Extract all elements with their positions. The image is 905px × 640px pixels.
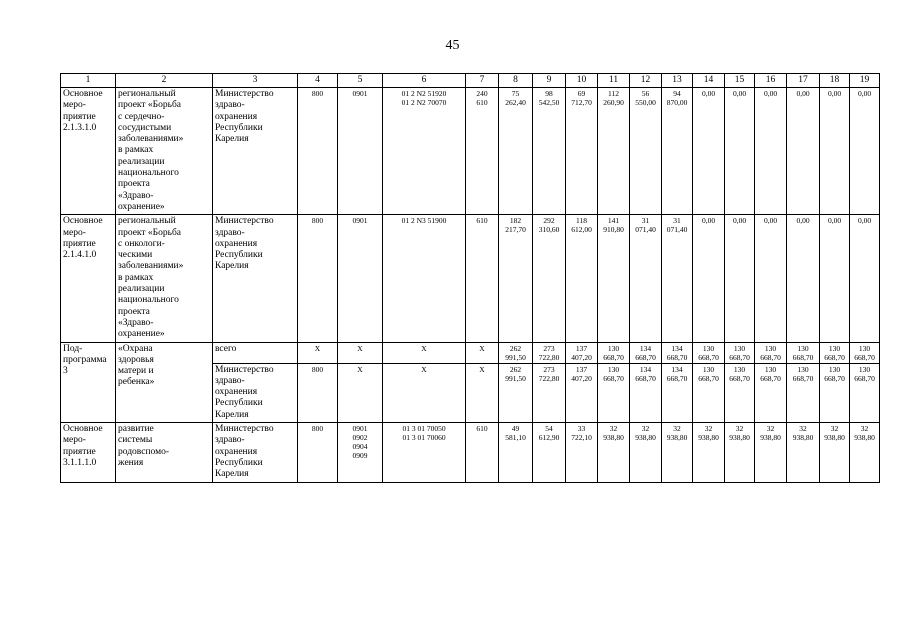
value-cell: 134 668,70: [630, 342, 662, 363]
value-cell: 262 991,50: [499, 342, 533, 363]
value-cell: 130 668,70: [755, 363, 787, 422]
value-cell: 141 910,80: [598, 215, 630, 342]
header-cell: 10: [566, 74, 598, 88]
value-cell: 0,00: [725, 215, 755, 342]
header-cell: 17: [787, 74, 820, 88]
value-cell: 0,00: [850, 88, 880, 215]
value-cell: 130 668,70: [787, 363, 820, 422]
value-cell: 32 938,80: [787, 423, 820, 482]
header-cell: 5: [338, 74, 383, 88]
value-cell: 0,00: [850, 215, 880, 342]
value-cell: 32 938,80: [850, 423, 880, 482]
value-cell: 0,00: [787, 215, 820, 342]
value-cell: X: [383, 342, 466, 363]
header-row: [61, 74, 880, 88]
value-cell: X: [466, 363, 499, 422]
value-cell: 130 668,70: [598, 342, 630, 363]
value-cell: 130 668,70: [725, 342, 755, 363]
header-cell: 7: [466, 74, 499, 88]
value-cell: 130 668,70: [820, 342, 850, 363]
budget-table: [60, 73, 880, 483]
value-cell: 69 712,70: [566, 88, 598, 215]
value-cell: 0901 0902 0904 0909: [338, 423, 383, 482]
value-cell: 75 262,40: [499, 88, 533, 215]
value-cell: 610: [466, 215, 499, 342]
header-cell: 11: [598, 74, 630, 88]
value-cell: 800: [298, 363, 338, 422]
value-cell: X: [466, 342, 499, 363]
header-cell: 13: [662, 74, 693, 88]
value-cell: 130 668,70: [725, 363, 755, 422]
value-cell: 137 407,20: [566, 342, 598, 363]
value-cell: 56 550,00: [630, 88, 662, 215]
value-cell: 0,00: [755, 88, 787, 215]
executor-cell: Министерство здраво- охранения Республики Карелия: [213, 88, 298, 215]
header-cell: 3: [213, 74, 298, 88]
value-cell: 134 668,70: [662, 363, 693, 422]
value-cell: 0901: [338, 88, 383, 215]
value-cell: 262 991,50: [499, 363, 533, 422]
value-cell: 130 668,70: [787, 342, 820, 363]
value-cell: 130 668,70: [598, 363, 630, 422]
item-code-cell: Основное меро- приятие 2.1.3.1.0: [61, 88, 116, 215]
value-cell: 98 542,50: [533, 88, 566, 215]
value-cell: 130 668,70: [693, 342, 725, 363]
table-row: [61, 423, 880, 482]
value-cell: 134 668,70: [630, 363, 662, 422]
header-cell: 4: [298, 74, 338, 88]
value-cell: 32 938,80: [693, 423, 725, 482]
value-cell: 32 938,80: [820, 423, 850, 482]
value-cell: X: [338, 363, 383, 422]
value-cell: 01 2 N2 51920 01 2 N2 70070: [383, 88, 466, 215]
value-cell: 610: [466, 423, 499, 482]
value-cell: 130 668,70: [693, 363, 725, 422]
value-cell: 800: [298, 423, 338, 482]
value-cell: 182 217,70: [499, 215, 533, 342]
value-cell: 130 668,70: [850, 363, 880, 422]
header-cell: 16: [755, 74, 787, 88]
header-cell: 9: [533, 74, 566, 88]
header-cell: 18: [820, 74, 850, 88]
item-name-cell: развитие системы родовспомо- жения: [116, 423, 213, 482]
page-number: 45: [445, 38, 460, 53]
header-cell: 8: [499, 74, 533, 88]
value-cell: 94 870,00: [662, 88, 693, 215]
value-cell: 0,00: [755, 215, 787, 342]
value-cell: 112 260,90: [598, 88, 630, 215]
value-cell: 0,00: [725, 88, 755, 215]
executor-cell: Министерство здраво- охранения Республики Карелия: [213, 215, 298, 342]
value-cell: 130 668,70: [755, 342, 787, 363]
executor-cell: Министерство здраво- охранения Республики Карелия: [213, 423, 298, 482]
value-cell: 130 668,70: [820, 363, 850, 422]
value-cell: 54 612,90: [533, 423, 566, 482]
header-cell: 14: [693, 74, 725, 88]
value-cell: 32 938,80: [598, 423, 630, 482]
value-cell: 32 938,80: [725, 423, 755, 482]
executor-cell: Министерство здраво- охранения Республики Карелия: [213, 363, 298, 422]
value-cell: X: [383, 363, 466, 422]
value-cell: 0,00: [693, 88, 725, 215]
table-row: [61, 342, 880, 363]
table-row: [61, 215, 880, 342]
value-cell: 31 071,40: [630, 215, 662, 342]
value-cell: 01 3 01 70050 01 3 01 70060: [383, 423, 466, 482]
value-cell: 33 722,10: [566, 423, 598, 482]
value-cell: 0,00: [693, 215, 725, 342]
item-code-cell: Основное меро- приятие 3.1.1.1.0: [61, 423, 116, 482]
header-cell: 6: [383, 74, 466, 88]
item-code-cell: Под- программа 3: [61, 342, 116, 422]
value-cell: 800: [298, 215, 338, 342]
value-cell: 32 938,80: [662, 423, 693, 482]
header-cell: 1: [61, 74, 116, 88]
header-cell: 15: [725, 74, 755, 88]
header-cell: 19: [850, 74, 880, 88]
value-cell: 49 581,10: [499, 423, 533, 482]
value-cell: 240 610: [466, 88, 499, 215]
value-cell: 01 2 N3 51900: [383, 215, 466, 342]
value-cell: 31 071,40: [662, 215, 693, 342]
value-cell: 273 722,80: [533, 363, 566, 422]
executor-cell: всего: [213, 342, 298, 363]
value-cell: 0901: [338, 215, 383, 342]
value-cell: 292 310,60: [533, 215, 566, 342]
table-row: [61, 88, 880, 215]
value-cell: 0,00: [787, 88, 820, 215]
value-cell: 118 612,00: [566, 215, 598, 342]
value-cell: 0,00: [820, 215, 850, 342]
header-cell: 2: [116, 74, 213, 88]
value-cell: 800: [298, 88, 338, 215]
header-cell: 12: [630, 74, 662, 88]
value-cell: 32 938,80: [755, 423, 787, 482]
value-cell: 273 722,80: [533, 342, 566, 363]
item-code-cell: Основное меро- приятие 2.1.4.1.0: [61, 215, 116, 342]
value-cell: X: [298, 342, 338, 363]
item-name-cell: региональный проект «Борьба с сердечно- сосудистыми заболеваниями» в рамках реализации национального проекта «Здраво- охранение»: [116, 88, 213, 215]
value-cell: 130 668,70: [850, 342, 880, 363]
value-cell: 134 668,70: [662, 342, 693, 363]
item-name-cell: региональный проект «Борьба с онкологи- ческими заболеваниями» в рамках реализации национального проекта «Здраво- охранение»: [116, 215, 213, 342]
value-cell: 32 938,80: [630, 423, 662, 482]
value-cell: 137 407,20: [566, 363, 598, 422]
value-cell: 0,00: [820, 88, 850, 215]
item-name-cell: «Охрана здоровья матери и ребенка»: [116, 342, 213, 422]
value-cell: X: [338, 342, 383, 363]
